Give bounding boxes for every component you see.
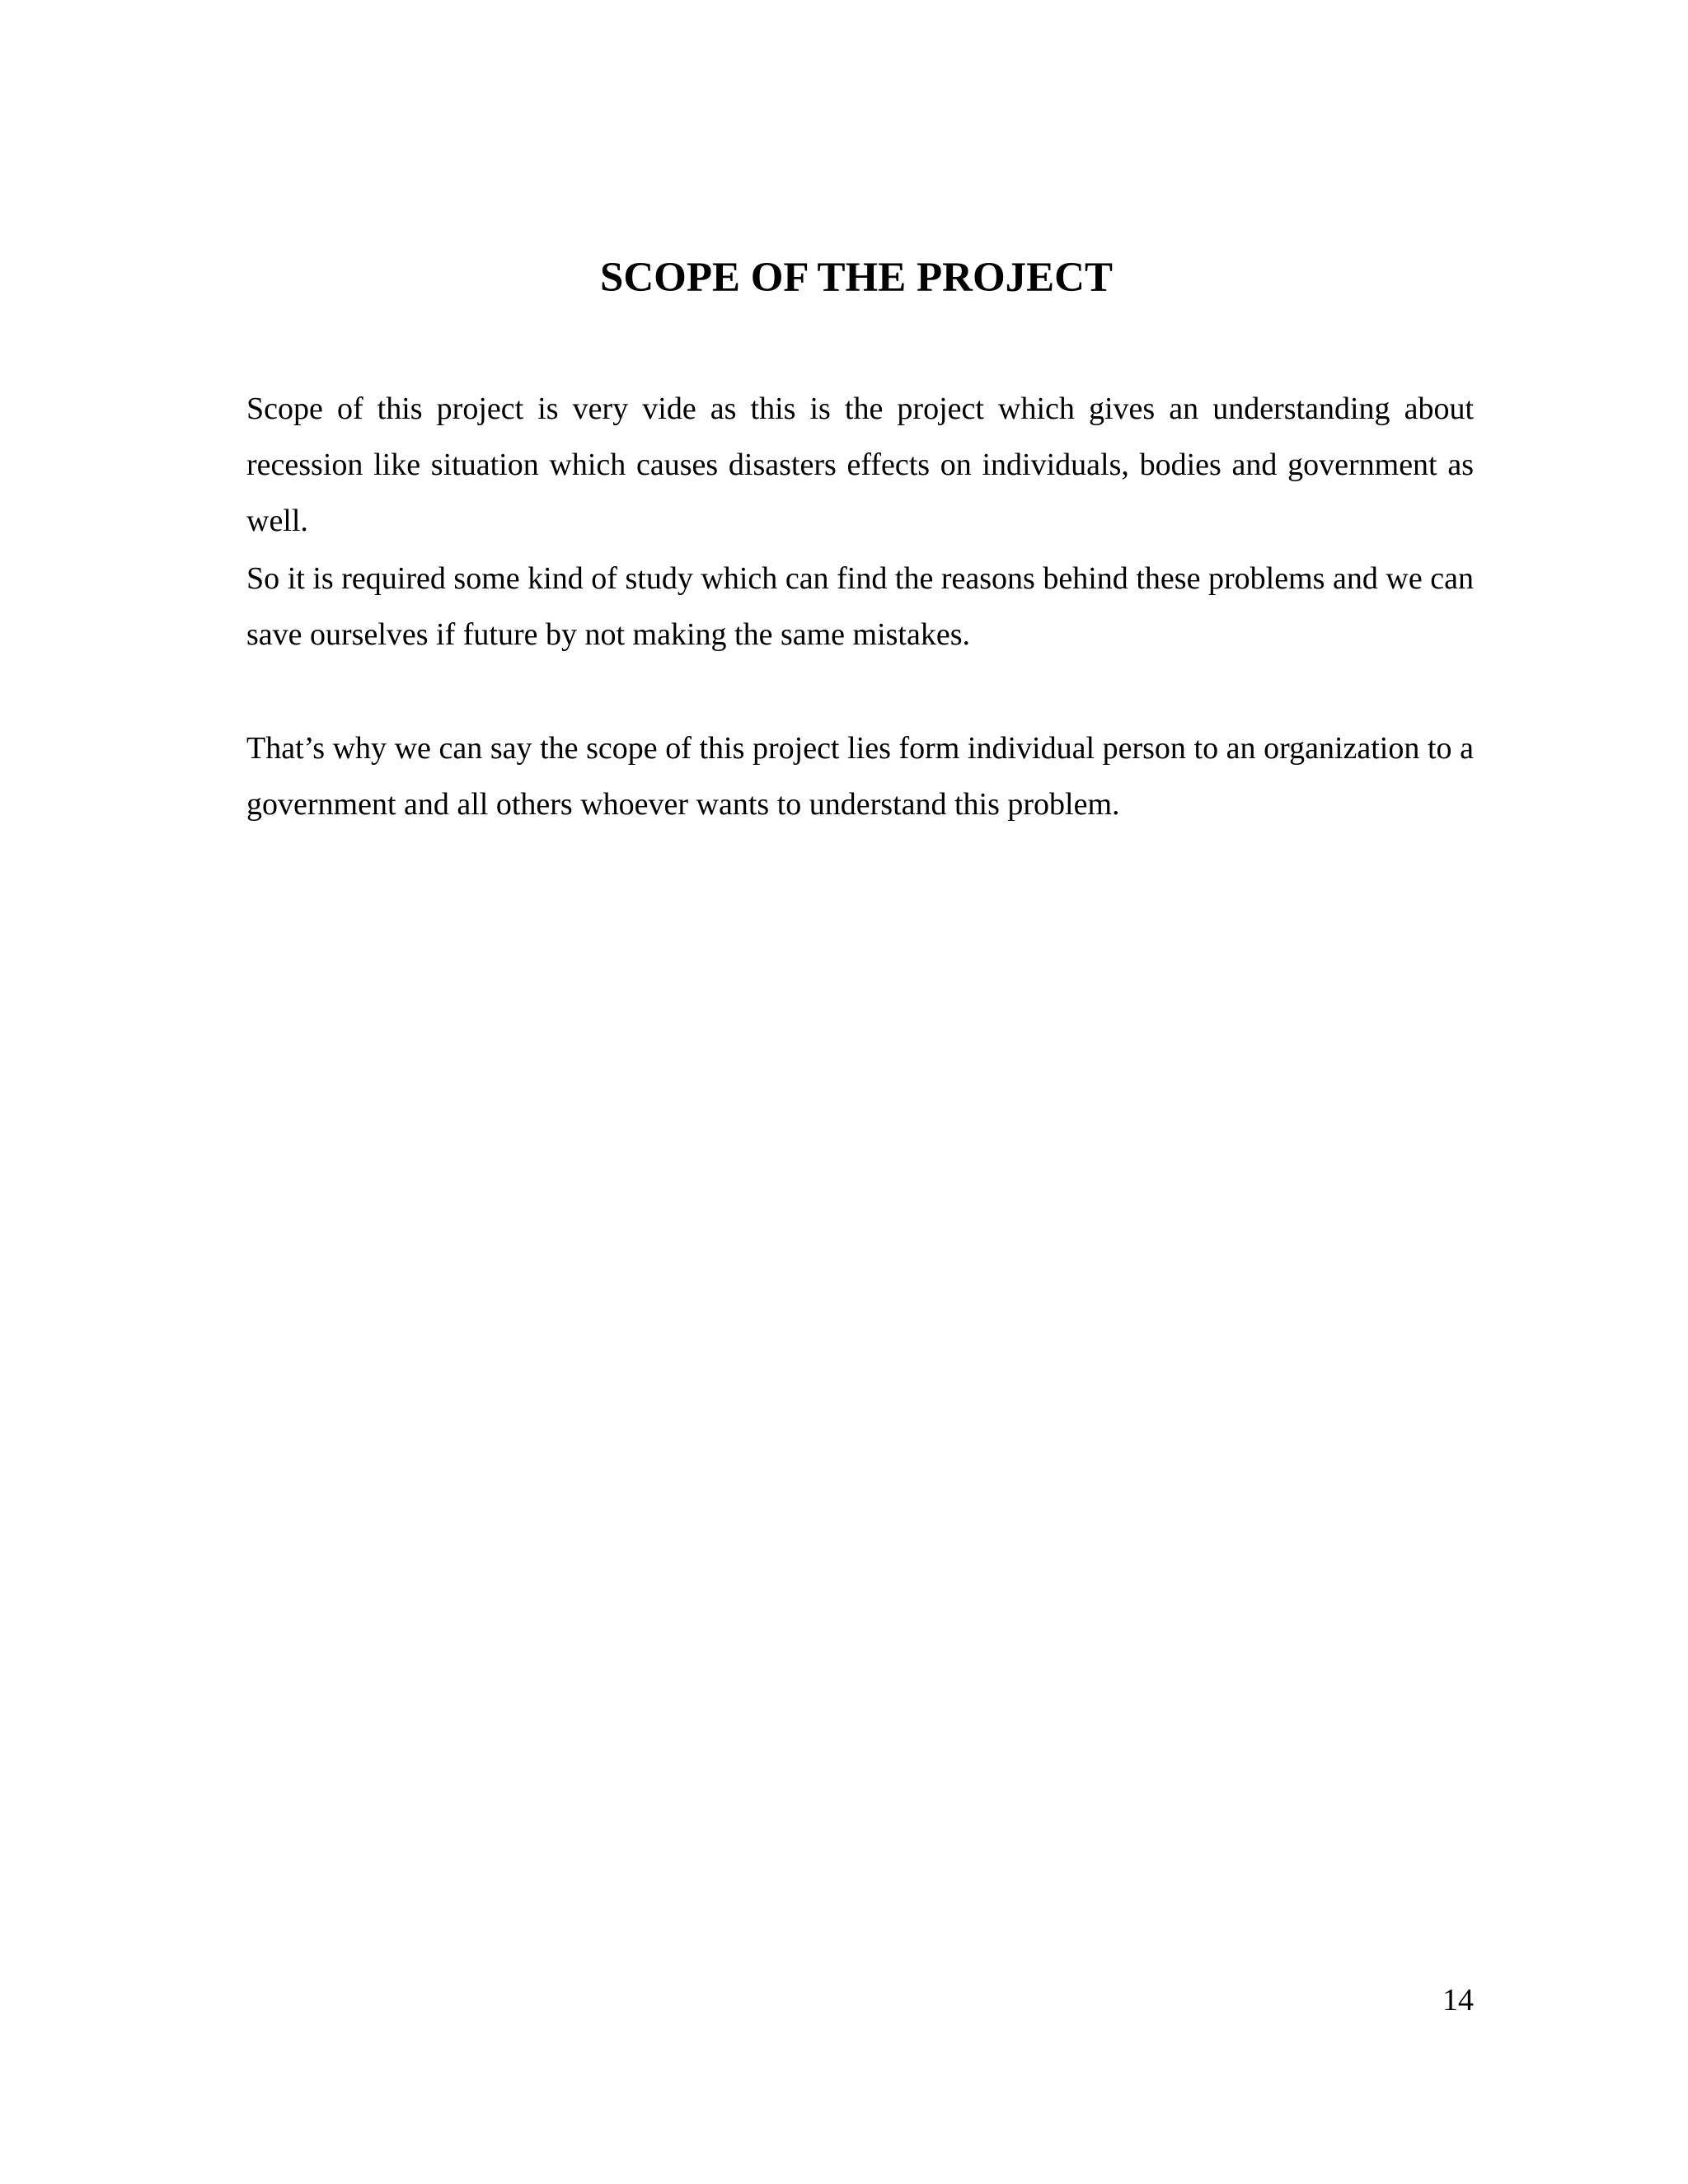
paragraph-3: That’s why we can say the scope of this project lies form individual person to an organization to a government and all others whoever wants to understand this problem.	[246, 731, 1474, 822]
page-number: 14	[1442, 1983, 1474, 2018]
paragraph-2: So it is required some kind of study which can find the reasons behind these problems and we can save ourselves if future by not making the same mistakes.	[246, 561, 1474, 652]
page-title: SCOPE OF THE PROJECT	[599, 255, 1113, 301]
paragraph-1: Scope of this project is very vide as this is the project which gives an understanding about recession like situation which causes disasters effects on individuals, bodies and government as well.	[246, 391, 1474, 538]
